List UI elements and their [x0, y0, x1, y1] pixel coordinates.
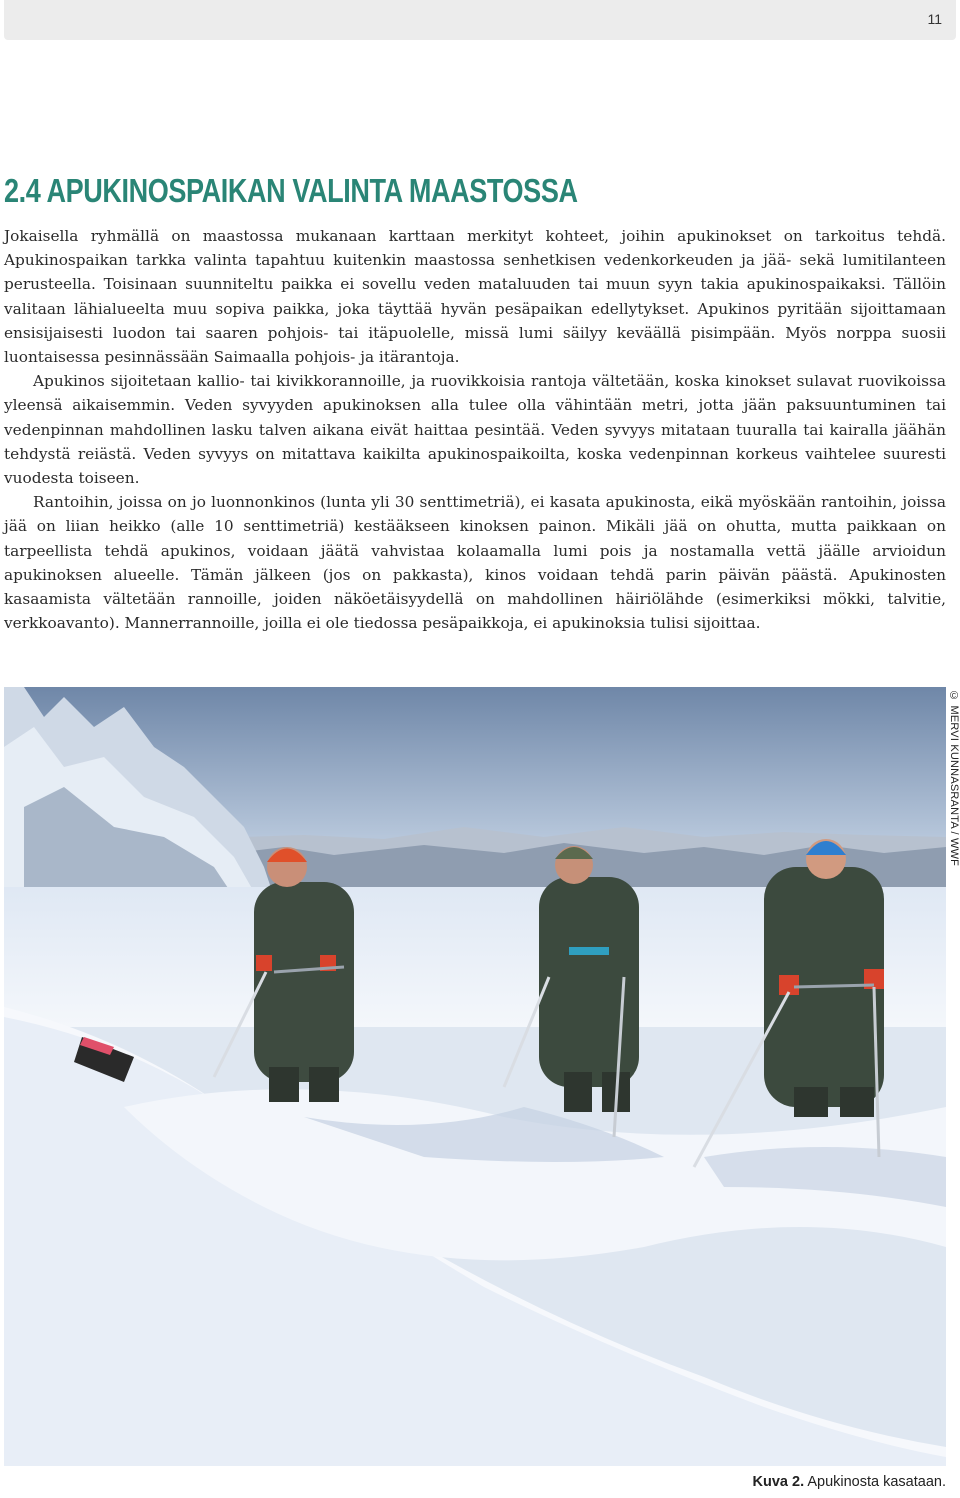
caption-text: Apukinosta kasataan. [807, 1474, 946, 1490]
paragraph-2: Apukinos sijoitetaan kallio- tai kivikkorannoille, ja ruovikkoisia rantoja vältetään, koska kinokset sulavat ruovikoissa yleensä aikaisemmin. Veden syvyyden apukinoksen alla tulee olla vähintään metri, jotta jään paksuuntuminen tai vedenpinnan mahdollinen lasku talven aikana eivät haittaa pesintää. Veden syvyys mitataan tuuralla tai kairalla jäähän tehdystä reiästä. Veden syvyys on mitattava kaikilta apukinospaikoilta, koska vedenpinnan korkeus vaihtelee suuresti vuodesta toiseen. [4, 372, 946, 488]
photo-snow-shoveling [4, 687, 946, 1466]
paragraph-1: Jokaisella ryhmällä on maastossa mukanaan karttaan merkityt kohteet, joihin apukinokset on tarkoitus tehdä. Apukinospaikan tarkka valinta tapahtuu kuitenkin maastossa senhetkisen vedenkorkeuden ja jää- sekä lumitilanteen perusteella. Toisinaan suunniteltu paikka ei sovellu veden mataluuden tai muun syyn takia apukinospaikaksi. Tällöin valitaan lähialueelta muu sopiva paikka, joka täyttää hyvän pesäpaikan edellytykset. Apukinos pyritään sijoittamaan ensisijaisesti luodon tai saaren pohjois- tai itäpuolelle, missä lumi säilyy keväällä pisimpään. Myös norppa suosii luontaisessa pesinnässään Saimaalla pohjois- ja itärantoja. [4, 227, 946, 367]
caption-label: Kuva 2. [752, 1474, 805, 1490]
paragraph-3: Rantoihin, joissa on jo luonnonkinos (lunta yli 30 senttimetriä), ei kasata apukinosta, eikä myöskään rantoihin, joissa jää on liian heikko (alle 10 senttimetriä) kestääkseen kinoksen painon. Mikäli jää on ohutta, mutta paikkaan on tarpeellista tehdä apukinos, voidaan jäätä vahvistaa kolaamalla lumi pois ja nostamalla vettä jäälle arvioidun apukinoksen alueelle. Tämän jälkeen (jos on pakkasta), kinos voidaan tehdä parin päivän päästä. Apukinosten kasaamista vältetään rannoille, joiden näköetäisyydellä on mahdollinen häiriölähde (esimerkiksi mökki, talvitie, verkkoavanto). Mannerrannoille, joilla ei ole tiedossa pesäpaikkoja, ei apukinoksia tulisi sijoittaa. [4, 493, 946, 633]
page-number: 11 [927, 11, 942, 27]
figure-caption [753, 1474, 946, 1490]
body-text [4, 224, 946, 635]
section-heading: 2.4 APUKINOSPAIKAN VALINTA MAASTOSSA [4, 172, 578, 209]
page-header-band [4, 0, 956, 40]
photo-credit: © MERVI KUNNASRANTA / WWF [948, 690, 960, 867]
